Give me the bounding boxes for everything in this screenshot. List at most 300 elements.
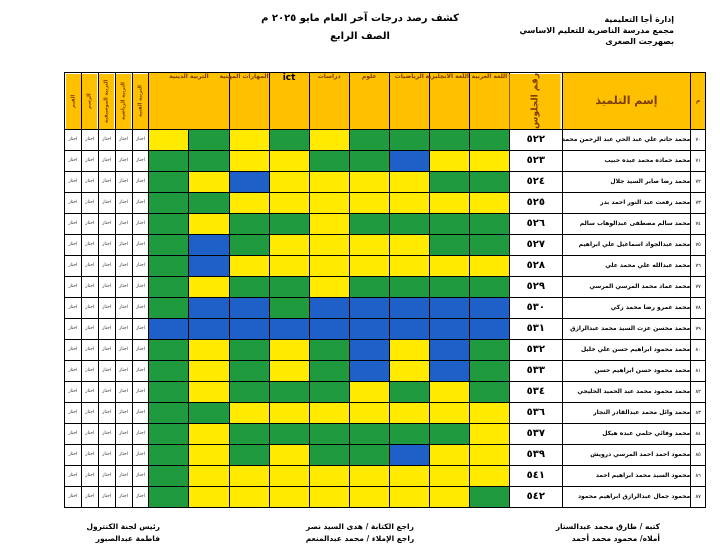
- pass-cell: اجتاز: [132, 192, 149, 213]
- pass-cell: اجتاز: [132, 255, 149, 276]
- grade-cell: [149, 318, 189, 339]
- pass-cell: اجتاز: [81, 129, 98, 150]
- student-row: [65, 150, 706, 171]
- pass-cell: اجتاز: [98, 339, 115, 360]
- grade-cell: [269, 381, 309, 402]
- row-number: ٧٧: [691, 276, 706, 297]
- pass-cell: اجتاز: [81, 423, 98, 444]
- grade-cell: [269, 465, 309, 486]
- grade-cell: [189, 255, 229, 276]
- pass-cell: اجتاز: [132, 339, 149, 360]
- grade-cell: [389, 234, 429, 255]
- grade-cell: [469, 255, 509, 276]
- grade-cell: [349, 360, 389, 381]
- seat-number: ٥٤٢: [509, 486, 562, 507]
- student-name: محمد وفائي حلمي عبده هيكل: [562, 423, 691, 444]
- grade-cell: [349, 192, 389, 213]
- grade-cell: [189, 465, 229, 486]
- seat-number: ٥٢٨: [509, 255, 562, 276]
- pass-cell: اجتاز: [81, 402, 98, 423]
- grade-cell: [429, 318, 469, 339]
- grade-cell: [389, 402, 429, 423]
- pass-cell: اجتاز: [132, 360, 149, 381]
- grade-cell: [229, 423, 269, 444]
- grade-cell: [429, 297, 469, 318]
- pass-cell: اجتاز: [65, 318, 82, 339]
- pass-cell: اجتاز: [65, 486, 82, 507]
- pass-cell: اجتاز: [132, 171, 149, 192]
- pass-cell: اجتاز: [65, 255, 82, 276]
- grade-cell: [189, 402, 229, 423]
- grade-cell: [229, 318, 269, 339]
- grade-cell: [269, 192, 309, 213]
- grade-cell: [469, 381, 509, 402]
- footer-writer: [500, 521, 660, 545]
- grade-cell: [429, 171, 469, 192]
- grade-cell: [429, 402, 469, 423]
- grade-cell: [389, 423, 429, 444]
- grade-cell: [349, 171, 389, 192]
- grade-cell: [269, 318, 309, 339]
- grade-cell: [229, 171, 269, 192]
- grade-cell: [149, 360, 189, 381]
- pass-cell: اجتاز: [65, 129, 82, 150]
- activity-header: القيم: [65, 73, 82, 130]
- pass-cell: اجتاز: [81, 192, 98, 213]
- grade-cell: [189, 171, 229, 192]
- row-number: ٨٦: [691, 465, 706, 486]
- pass-cell: اجتاز: [98, 381, 115, 402]
- grade-cell: [269, 444, 309, 465]
- activity-header: التربية الفنية: [132, 73, 149, 130]
- org-line-1: إدارة أجا التعليمية: [604, 15, 674, 24]
- grade-cell: [229, 276, 269, 297]
- grade-cell: [389, 297, 429, 318]
- grade-cell: [429, 465, 469, 486]
- row-number: ٧٣: [691, 192, 706, 213]
- document-title: كشف رصد درجات آخر العام مايو ٢٠٢٥ م: [261, 13, 459, 24]
- pass-cell: اجتاز: [115, 465, 132, 486]
- subject-header: الرياضيات: [389, 73, 429, 130]
- seat-number: ٥٤١: [509, 465, 562, 486]
- grade-cell: [349, 444, 389, 465]
- grade-cell: [229, 297, 269, 318]
- grade-cell: [429, 486, 469, 507]
- student-row: [65, 234, 706, 255]
- pass-cell: اجتاز: [132, 486, 149, 507]
- grade-cell: [149, 402, 189, 423]
- grade-cell: [349, 486, 389, 507]
- grade-cell: [149, 276, 189, 297]
- grade-cell: [389, 213, 429, 234]
- pass-cell: اجتاز: [115, 297, 132, 318]
- grade-cell: [229, 360, 269, 381]
- pass-cell: اجتاز: [65, 360, 82, 381]
- student-name: محمد محمود حسن ابراهيم حسن: [562, 360, 691, 381]
- pass-cell: اجتاز: [65, 339, 82, 360]
- grade-cell: [189, 150, 229, 171]
- grade-cell: [189, 423, 229, 444]
- row-number: ٧١: [691, 150, 706, 171]
- seat-number: ٥٣٩: [509, 444, 562, 465]
- grade-cell: [469, 213, 509, 234]
- grade-cell: [309, 171, 349, 192]
- grade-cell: [349, 402, 389, 423]
- grade-cell: [309, 360, 349, 381]
- pass-cell: اجتاز: [65, 234, 82, 255]
- grade-cell: [229, 402, 269, 423]
- grade-cell: [189, 486, 229, 507]
- pass-cell: اجتاز: [115, 276, 132, 297]
- pass-cell: اجتاز: [81, 318, 98, 339]
- grade-cell: [269, 255, 309, 276]
- grade-cell: [389, 360, 429, 381]
- grade-cell: [349, 276, 389, 297]
- pass-cell: اجتاز: [65, 465, 82, 486]
- grade-cell: [389, 318, 429, 339]
- grade-cell: [429, 444, 469, 465]
- pass-cell: اجتاز: [98, 213, 115, 234]
- pass-cell: اجتاز: [115, 339, 132, 360]
- subject-header: ict: [269, 73, 309, 130]
- grade-cell: [309, 192, 349, 213]
- row-number: ٨١: [691, 360, 706, 381]
- grade-cell: [269, 129, 309, 150]
- grade-cell: [429, 192, 469, 213]
- grade-cell: [389, 465, 429, 486]
- pass-cell: اجتاز: [115, 381, 132, 402]
- grade-cell: [389, 276, 429, 297]
- pass-cell: اجتاز: [98, 360, 115, 381]
- student-row: [65, 423, 706, 444]
- grade-cell: [429, 213, 469, 234]
- pass-cell: اجتاز: [65, 402, 82, 423]
- grade-cell: [349, 234, 389, 255]
- grade-cell: [309, 150, 349, 171]
- activity-header: التربية الموسيقية: [98, 73, 115, 130]
- grade-cell: [229, 339, 269, 360]
- pass-cell: اجتاز: [65, 192, 82, 213]
- pass-cell: اجتاز: [65, 171, 82, 192]
- grade-cell: [469, 402, 509, 423]
- grade-cell: [269, 297, 309, 318]
- grade-cell: [389, 444, 429, 465]
- grade-cell: [469, 276, 509, 297]
- student-name: محمود احمد احمد المرسي درويش: [562, 444, 691, 465]
- grade-cell: [429, 360, 469, 381]
- grade-cell: [429, 276, 469, 297]
- grade-cell: [229, 150, 269, 171]
- student-name: محمد حماده محمد عبده حبيب: [562, 150, 691, 171]
- subject-header: التربية الدينية: [149, 73, 229, 130]
- student-row: [65, 444, 706, 465]
- pass-cell: اجتاز: [98, 444, 115, 465]
- row-number: ٧٠: [691, 129, 706, 150]
- grade-cell: [389, 381, 429, 402]
- pass-cell: اجتاز: [65, 444, 82, 465]
- review-writing-line: راجع الكتابة / هدى السيد نصر: [306, 522, 414, 531]
- grade-cell: [149, 297, 189, 318]
- student-row: [65, 276, 706, 297]
- student-name: محمد محمود ابراهيم حسن علي خليل: [562, 339, 691, 360]
- grade-cell: [389, 339, 429, 360]
- pass-cell: اجتاز: [65, 297, 82, 318]
- pass-cell: اجتاز: [98, 192, 115, 213]
- grade-cell: [189, 213, 229, 234]
- pass-cell: اجتاز: [98, 465, 115, 486]
- grade-cell: [149, 465, 189, 486]
- student-name: محمود السيد محمد ابراهيم احمد: [562, 465, 691, 486]
- grade-cell: [269, 150, 309, 171]
- grade-cell: [189, 444, 229, 465]
- org-line-2: مجمع مدرسة الناصرية للتعليم الاساسي: [519, 26, 674, 35]
- pass-cell: اجتاز: [132, 213, 149, 234]
- pass-cell: اجتاز: [98, 297, 115, 318]
- pass-cell: اجتاز: [81, 234, 98, 255]
- pass-cell: اجتاز: [115, 318, 132, 339]
- grade-cell: [349, 213, 389, 234]
- student-name: محمد محمود محمد عبد الحميد الحليجي: [562, 381, 691, 402]
- pass-cell: اجتاز: [115, 402, 132, 423]
- seat-number: ٥٢٢: [509, 129, 562, 150]
- student-row: [65, 486, 706, 507]
- grade-cell: [349, 129, 389, 150]
- pass-cell: اجتاز: [81, 213, 98, 234]
- grade-cell: [349, 318, 389, 339]
- grades-table: [64, 72, 706, 508]
- pass-cell: اجتاز: [81, 381, 98, 402]
- student-name: محمد محسن عزت السيد محمد عبدالرازق: [562, 318, 691, 339]
- pass-cell: اجتاز: [81, 486, 98, 507]
- pass-cell: اجتاز: [115, 486, 132, 507]
- grade-cell: [349, 255, 389, 276]
- grade-cell: [149, 129, 189, 150]
- pass-cell: اجتاز: [115, 171, 132, 192]
- control-head-name: فاطمة عبدالصبور: [95, 534, 160, 543]
- seat-number: ٥٣٤: [509, 381, 562, 402]
- pass-cell: اجتاز: [81, 360, 98, 381]
- pass-cell: اجتاز: [98, 255, 115, 276]
- writer-line: كتبه / طارق محمد عبدالستار: [555, 522, 660, 531]
- grade-cell: [149, 171, 189, 192]
- grade-cell: [149, 213, 189, 234]
- student-row: [65, 465, 706, 486]
- pass-cell: اجتاز: [115, 129, 132, 150]
- seat-number: ٥٢٩: [509, 276, 562, 297]
- grade-cell: [189, 129, 229, 150]
- grade-cell: [429, 150, 469, 171]
- pass-cell: اجتاز: [132, 234, 149, 255]
- grade-cell: [429, 339, 469, 360]
- dictator-line: أملاه/ محمود محمد أحمد: [571, 534, 660, 543]
- grade-cell: [349, 381, 389, 402]
- grade-cell: [389, 171, 429, 192]
- pass-cell: اجتاز: [98, 318, 115, 339]
- grade-cell: [229, 255, 269, 276]
- student-name: محمد عبدالجواد اسماعيل علي ابراهيم: [562, 234, 691, 255]
- seat-number: ٥٢٣: [509, 150, 562, 171]
- grade-cell: [189, 276, 229, 297]
- student-row: [65, 192, 706, 213]
- grade-cell: [469, 318, 509, 339]
- row-number: ٨٢: [691, 381, 706, 402]
- seat-number: ٥٢٤: [509, 171, 562, 192]
- seat-number: ٥٣٠: [509, 297, 562, 318]
- grade-cell: [269, 360, 309, 381]
- grade-cell: [469, 234, 509, 255]
- grade-cell: [229, 486, 269, 507]
- pass-cell: اجتاز: [65, 150, 82, 171]
- grade-cell: [149, 381, 189, 402]
- grade-cell: [309, 465, 349, 486]
- grade-cell: [269, 234, 309, 255]
- grade-cell: [229, 234, 269, 255]
- student-row: [65, 171, 706, 192]
- pass-cell: اجتاز: [65, 276, 82, 297]
- pass-cell: اجتاز: [98, 423, 115, 444]
- activity-header: التربية الرياضية: [115, 73, 132, 130]
- grade-cell: [229, 192, 269, 213]
- row-number: ٨٠: [691, 339, 706, 360]
- grade-cell: [189, 360, 229, 381]
- pass-cell: اجتاز: [98, 150, 115, 171]
- grade-cell: [349, 297, 389, 318]
- subject-header: علوم: [349, 73, 389, 130]
- grade-cell: [229, 444, 269, 465]
- pass-cell: اجتاز: [132, 402, 149, 423]
- student-name: محمود جمال عبدالرازق ابراهيم محمود: [562, 486, 691, 507]
- col-code-header: رقم الجلوس: [509, 73, 562, 130]
- pass-cell: اجتاز: [115, 192, 132, 213]
- review-dictation-line: راجع الإملاء / محمد عبدالمنعم: [305, 534, 415, 543]
- grade-cell: [389, 255, 429, 276]
- grade-cell: [309, 318, 349, 339]
- pass-cell: اجتاز: [132, 276, 149, 297]
- student-row: [65, 255, 706, 276]
- grade-cell: [149, 234, 189, 255]
- grade-cell: [469, 465, 509, 486]
- seat-number: ٥٣١: [509, 318, 562, 339]
- grade-cell: [389, 150, 429, 171]
- school-info: [504, 14, 674, 47]
- grade-cell: [309, 234, 349, 255]
- grade-cell: [469, 423, 509, 444]
- pass-cell: اجتاز: [132, 297, 149, 318]
- pass-cell: اجتاز: [81, 150, 98, 171]
- seat-number: ٥٣٧: [509, 423, 562, 444]
- grade-cell: [189, 339, 229, 360]
- pass-cell: اجتاز: [98, 276, 115, 297]
- pass-cell: اجتاز: [65, 423, 82, 444]
- footer-control-head: [30, 521, 160, 545]
- grade-cell: [269, 171, 309, 192]
- pass-cell: اجتاز: [115, 360, 132, 381]
- pass-cell: اجتاز: [132, 129, 149, 150]
- grade-cell: [189, 318, 229, 339]
- grade-cell: [429, 381, 469, 402]
- row-number: ٧٨: [691, 297, 706, 318]
- grade-cell: [469, 150, 509, 171]
- seat-number: ٥٢٥: [509, 192, 562, 213]
- pass-cell: اجتاز: [81, 297, 98, 318]
- document-title-block: [260, 12, 460, 44]
- pass-cell: اجتاز: [132, 444, 149, 465]
- grade-cell: [469, 486, 509, 507]
- pass-cell: اجتاز: [132, 318, 149, 339]
- pass-cell: اجتاز: [115, 255, 132, 276]
- grade-title: الصف الرابع: [330, 31, 390, 42]
- row-number: ٨٣: [691, 402, 706, 423]
- pass-cell: اجتاز: [81, 339, 98, 360]
- org-line-3: بصهرجت الصغرى: [605, 37, 674, 46]
- footer-reviewer: [260, 521, 460, 545]
- seat-number: ٥٢٧: [509, 234, 562, 255]
- grade-cell: [429, 234, 469, 255]
- grade-cell: [229, 129, 269, 150]
- student-row: [65, 129, 706, 150]
- seat-number: ٥٣٦: [509, 402, 562, 423]
- row-number: ٨٤: [691, 423, 706, 444]
- grade-cell: [429, 255, 469, 276]
- seat-number: ٥٢٦: [509, 213, 562, 234]
- student-row: [65, 339, 706, 360]
- grade-cell: [189, 192, 229, 213]
- grade-cell: [189, 381, 229, 402]
- grade-cell: [469, 297, 509, 318]
- grade-cell: [349, 465, 389, 486]
- grade-cell: [309, 339, 349, 360]
- student-name: محمد عماد محمد المرسي المرسي: [562, 276, 691, 297]
- grade-cell: [229, 465, 269, 486]
- student-row: [65, 318, 706, 339]
- pass-cell: اجتاز: [115, 150, 132, 171]
- grade-cell: [149, 444, 189, 465]
- row-number: ٨٧: [691, 486, 706, 507]
- grade-cell: [309, 381, 349, 402]
- grade-cell: [269, 423, 309, 444]
- pass-cell: اجتاز: [115, 213, 132, 234]
- grade-cell: [229, 213, 269, 234]
- grade-cell: [389, 486, 429, 507]
- pass-cell: اجتاز: [98, 171, 115, 192]
- subject-header: اللغة العربية: [469, 73, 509, 130]
- pass-cell: اجتاز: [98, 129, 115, 150]
- student-name: محمد وائل محمد عبدالقادر النجار: [562, 402, 691, 423]
- pass-cell: اجتاز: [81, 255, 98, 276]
- subject-header: اللغة الانجليزية: [429, 73, 469, 130]
- pass-cell: اجتاز: [65, 213, 82, 234]
- grade-cell: [229, 381, 269, 402]
- grade-cell: [149, 150, 189, 171]
- grade-cell: [149, 423, 189, 444]
- grade-cell: [349, 150, 389, 171]
- pass-cell: اجتاز: [81, 465, 98, 486]
- col-name-header: إسم التلميذ: [562, 73, 691, 130]
- pass-cell: اجتاز: [81, 444, 98, 465]
- grade-cell: [309, 444, 349, 465]
- pass-cell: اجتاز: [115, 444, 132, 465]
- grade-cell: [429, 129, 469, 150]
- student-row: [65, 402, 706, 423]
- grade-cell: [469, 192, 509, 213]
- subject-header: دراسات: [309, 73, 349, 130]
- student-name: محمد رفعت عبد النور احمد بدر: [562, 192, 691, 213]
- grade-cell: [269, 402, 309, 423]
- grade-cell: [469, 339, 509, 360]
- student-row: [65, 360, 706, 381]
- student-name: محمد سالم مصطفى عبدالوهاب سالم: [562, 213, 691, 234]
- grade-cell: [309, 213, 349, 234]
